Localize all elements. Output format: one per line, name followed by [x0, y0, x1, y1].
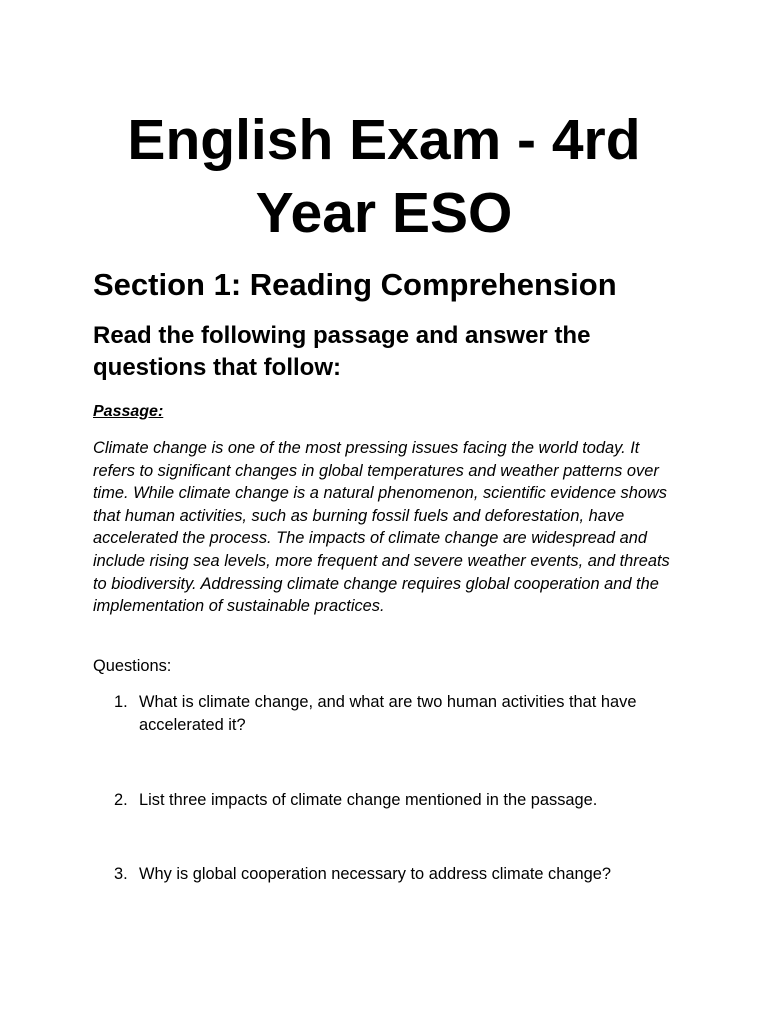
- question-number: 2.: [114, 791, 128, 809]
- question-item-1: [114, 691, 674, 737]
- question-number: 3.: [114, 865, 128, 883]
- question-text: List three impacts of climate change mentioned in the passage.: [139, 791, 598, 809]
- passage-label: Passage:: [93, 403, 164, 420]
- question-item-3: [114, 863, 674, 886]
- section-heading: Section 1: Reading Comprehension: [93, 267, 617, 302]
- passage-text: Climate change is one of the most pressing issues facing the world today. It refers to significant changes in global temperatures and weather patterns over time. While climate change is a natural phenomenon, scientific evidence shows that human activities, such as burning fossil fuels and deforestation, have accelerated the process. The impacts of climate change are widespread and include rising sea levels, more frequent and severe weather events, and threats to biodiversity. Addressing climate change requires global cooperation and the implementation of sustainable practices.: [93, 439, 670, 616]
- question-text: Why is global cooperation necessary to address climate change?: [139, 865, 611, 883]
- question-number: 1.: [114, 693, 128, 711]
- questions-label: Questions:: [93, 657, 172, 675]
- exam-title: English Exam - 4rd Year ESO: [127, 108, 641, 245]
- question-item-2: [114, 789, 674, 812]
- instruction-text: Read the following passage and answer the questions that follow:: [93, 322, 591, 381]
- question-text: What is climate change, and what are two human activities that have accelerated it?: [139, 693, 637, 734]
